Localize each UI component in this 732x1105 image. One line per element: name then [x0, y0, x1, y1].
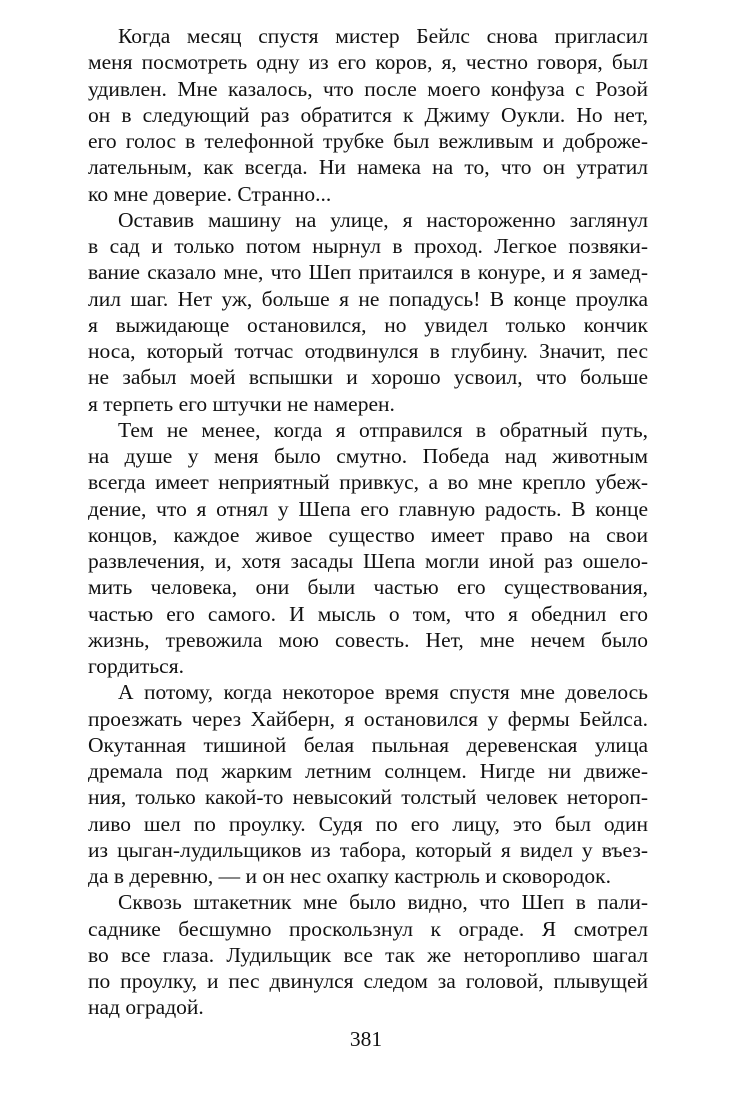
text-line: он в следующий раз обратится к Джиму Оукли. Но нет, [88, 102, 648, 127]
text-line: проезжать через Хайберн, я остановился у фермы Бейлса. [88, 706, 648, 731]
paragraph [88, 23, 648, 207]
text-line: всегда имеет неприятный привкус, а во мне крепло убеж- [88, 470, 648, 495]
text-line: да в деревню, — и он нес охапку кастрюль и сковородок. [88, 864, 611, 888]
paragraph [88, 889, 648, 1020]
text-line: во все глаза. Лудильщик все так же неторопливо шагал [88, 942, 648, 967]
text-line: не забыл моей вспышки и хорошо усвоил, что больше [88, 365, 648, 390]
text-line: ливо шел по проулку. Судя по его лицу, это был один [88, 811, 648, 836]
text-line: саднике бесшумно проскользнул к ограде. Я смотрел [88, 916, 648, 941]
paragraph [88, 207, 648, 417]
text-line: его голос в телефонной трубке был вежливым и доброже- [88, 129, 648, 153]
text-line: Когда месяц спустя мистер Бейлс снова пригласил [118, 24, 648, 48]
text-line: дение, что я отнял у Шепа его главную радость. В конце [88, 496, 648, 521]
text-line: дремала под жарким летним солнцем. Нигде ни движе- [88, 759, 648, 783]
text-line: Окутанная тишиной белая пыльная деревенская улица [88, 732, 648, 757]
text-line: частью его самого. И мысль о том, что я обеднил его [88, 601, 648, 626]
text-line: вание сказало мне, что Шеп притаился в конуре, и я замед- [88, 260, 648, 285]
text-line: развлечения, и, хотя засады Шепа могли иной раз ошело- [88, 549, 648, 573]
text-line: лил шаг. Нет уж, больше я не попадусь! В конце проулка [88, 286, 648, 311]
text-line: концов, каждое живое существо имеет право на свои [88, 522, 648, 547]
text-line: носа, который тотчас отодвинулся в глубину. Значит, пес [88, 339, 648, 363]
text-line: ния, только какой-то невысокий толстый человек нетороп- [88, 785, 648, 810]
text-line: ко мне доверие. Странно... [88, 181, 332, 206]
text-line: Оставив машину на улице, я настороженно заглянул [118, 207, 648, 232]
text-line: по проулку, и пес двинулся следом за головой, плывущей [88, 969, 648, 993]
body-text [88, 23, 648, 1021]
text-line: гордиться. [88, 654, 184, 678]
text-line: я выжидающе остановился, но увидел только кончик [88, 312, 648, 337]
text-line: лательным, как всегда. Ни намека на то, что он утратил [88, 155, 648, 180]
text-line: жизнь, тревожила мою совесть. Нет, мне нечем было [88, 627, 648, 652]
text-line: А потому, когда некоторое время спустя мне довелось [118, 680, 648, 705]
text-line: удивлен. Мне казалось, что после моего конфуза с Розой [88, 76, 648, 101]
text-line: меня посмотреть одну из его коров, я, честно говоря, был [88, 50, 648, 75]
text-line: Сквозь штакетник мне было видно, что Шеп в пали- [118, 890, 648, 915]
text-line: в сад и только потом нырнул в проход. Легкое позвяки- [88, 234, 648, 258]
page-number: 381 [349, 1027, 383, 1051]
text-line: над оградой. [88, 995, 204, 1020]
text-line: я терпеть его штучки не намерен. [88, 391, 395, 416]
text-line: Тем не менее, когда я отправился в обратный путь, [118, 417, 648, 442]
paragraph [88, 417, 648, 680]
text-line: на душе у меня было смутно. Победа над животным [88, 444, 648, 468]
paragraph [88, 679, 648, 889]
text-line: из цыган-лудильщиков из табора, который я видел у въез- [88, 837, 648, 862]
text-line: мить человека, они были частью его существования, [88, 575, 648, 600]
